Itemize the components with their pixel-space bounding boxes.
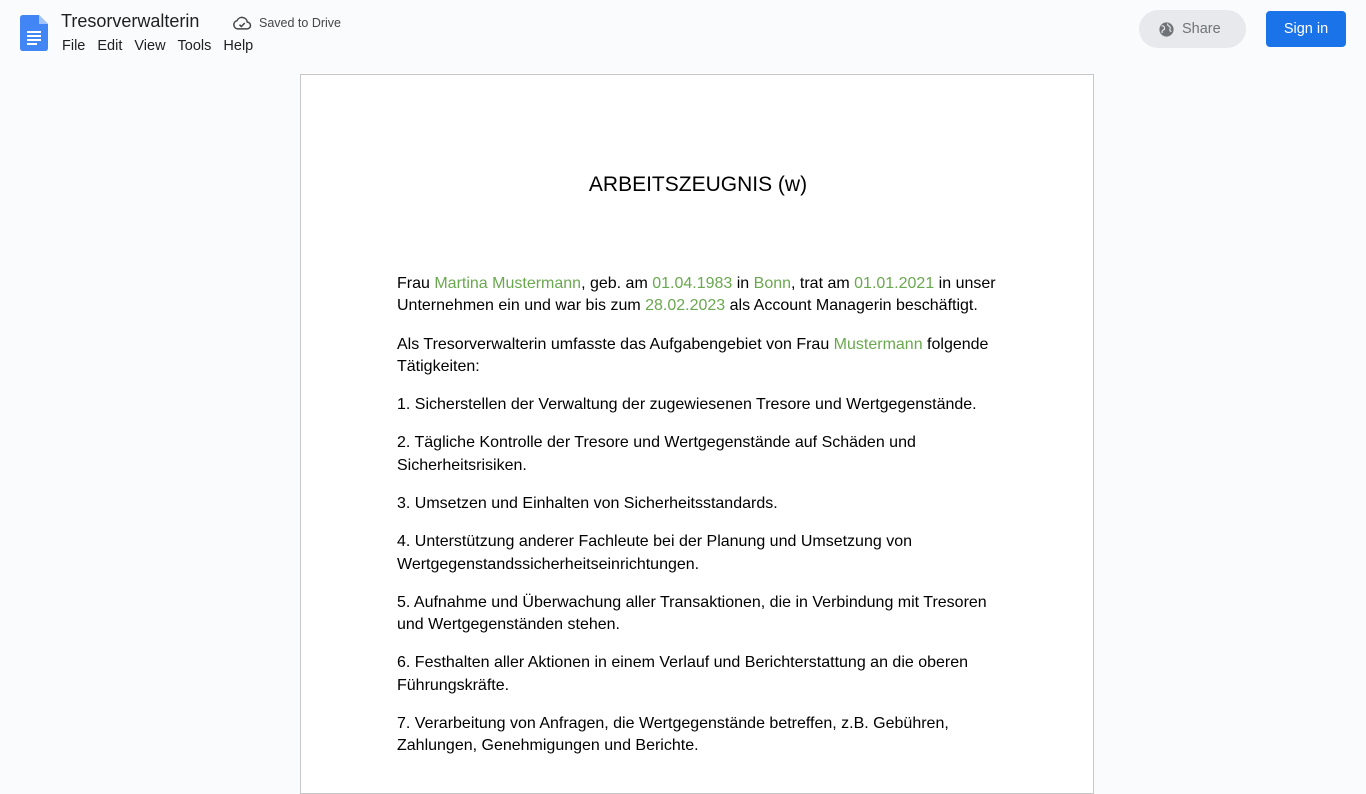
share-button[interactable] [1139,10,1246,48]
menu-help[interactable]: Help [223,38,254,54]
document-heading: ARBEITSZEUGNIS (w) [588,173,808,196]
task-item-4: 4. Unterstützung anderer Fachleute bei der Planung und Umsetzung von Wertgegenstandssicherheitseinrichtungen. [397,533,912,573]
task-item-6: 6. Festhalten aller Aktionen in einem Verlauf und Berichterstattung an die oberen Führungskräfte. [397,654,969,694]
menu-file[interactable]: File [62,38,86,54]
top-bar [0,0,1366,64]
tasks-intro-paragraph: Als Tresorverwalterin umfasste das Aufgabengebiet von Frau Mustermann folgende Tätigkeiten: [397,335,989,376]
menu-bar [56,36,259,58]
document-page[interactable] [300,74,1094,794]
cloud-done-icon [232,13,252,33]
field-surname: Mustermann [833,335,923,353]
globe-icon [1158,21,1175,38]
document-title[interactable]: Tresorverwalterin [61,11,200,31]
task-item-5: 5. Aufnahme und Überwachung aller Transaktionen, die in Verbindung mit Tresoren und Wertgegenständen stehen. [397,593,987,634]
task-item-2: 2. Tägliche Kontrolle der Tresore und Wertgegenstände auf Schäden und Sicherheitsrisiken. [397,434,916,474]
field-name: Martina Mustermann [434,275,582,292]
task-item-3: 3. Umsetzen und Einhalten von Sicherheitsstandards. [397,495,778,513]
field-city: Bonn [753,275,792,292]
field-end-date: 28.02.2023 [645,297,726,315]
field-birthdate: 01.04.1983 [652,275,733,292]
docs-logo-icon[interactable] [20,15,48,51]
task-item-1: 1. Sicherstellen der Verwaltung der zugewiesenen Tresore und Wertgegenstände. [397,396,977,414]
save-status-label: Saved to Drive [259,16,341,30]
share-button-label: Share [1182,21,1221,37]
save-status[interactable] [232,13,341,33]
task-item-7: 7. Verarbeitung von Anfragen, die Wertgegenstände betreffen, z.B. Gebühren, Zahlungen, Genehmigungen und Berichte. [397,715,949,755]
intro-paragraph: Frau Martina Mustermann, geb. am 01.04.1983 in Bonn, trat am 01.01.2021 in unser Unternehmen ein und war bis zum 28.02.2023 als Account Managerin beschäftigt. [397,275,996,315]
field-start-date: 01.01.2021 [854,275,935,292]
menu-tools[interactable]: Tools [177,38,212,54]
menu-view[interactable]: View [134,38,166,54]
sign-in-button[interactable]: Sign in [1266,11,1346,47]
document-body [397,273,997,774]
menu-edit[interactable]: Edit [97,38,123,54]
